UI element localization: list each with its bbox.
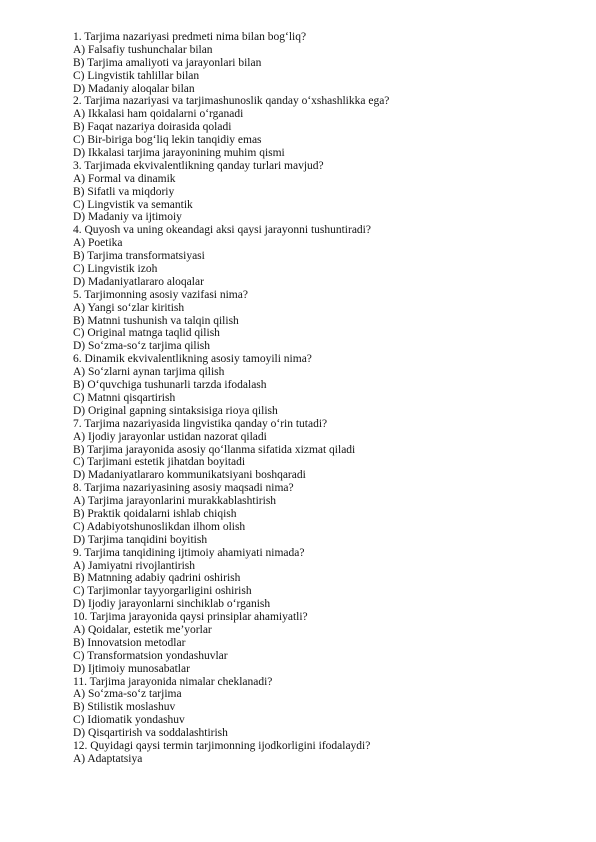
answer-option: B) Sifatli va miqdoriy	[73, 185, 175, 198]
question-block	[73, 353, 553, 417]
answer-option: B) Tarjima amaliyoti va jarayonlari bilan	[73, 56, 262, 69]
answer-option: C) Idiomatik yondashuv	[73, 714, 185, 727]
answer-option: B) O‘quvchiga tushunarli tarzda ifodalash	[73, 379, 267, 392]
question-block	[73, 740, 553, 766]
answer-option: C) Lingvistik izoh	[73, 263, 158, 276]
answer-option: C) Bir-biriga bog‘liq lekin tanqidiy emas	[73, 134, 262, 147]
answer-option: D) Madaniy aloqalar bilan	[73, 82, 195, 95]
answer-option: A) Formal va dinamik	[73, 172, 176, 185]
question-text: 10. Tarjima jarayonida qaysi prinsiplar ahamiyatli?	[73, 611, 308, 624]
answer-option: C) Original matnga taqlid qilish	[73, 327, 220, 340]
answer-option: B) Praktik qoidalarni ishlab chiqish	[73, 507, 237, 520]
answer-option: A) Yangi so‘zlar kiritish	[73, 301, 185, 314]
question-block	[73, 224, 553, 288]
question-text: 2. Tarjima nazariyasi va tarjimashunoslik qanday o‘xshashlikka ega?	[73, 95, 390, 108]
question-text: 12. Quyidagi qaysi termin tarjimonning ijodkorligini ifodalaydi?	[73, 739, 371, 752]
question-text: 3. Tarjimada ekvivalentlikning qanday turlari mavjud?	[73, 159, 324, 172]
question-text: 4. Quyosh va uning okeandagi aksi qaysi jarayonni tushuntiradi?	[73, 224, 371, 237]
answer-option: B) Innovatsion metodlar	[73, 636, 186, 649]
question-text: 7. Tarjima nazariyasida lingvistika qanday o‘rin tutadi?	[73, 417, 328, 430]
answer-option: A) Ikkalasi ham qoidalarni o‘rganadi	[73, 108, 244, 121]
answer-option: D) Madaniyatlararo kommunikatsiyani boshqaradi	[73, 469, 306, 482]
answer-option: C) Lingvistik va semantik	[73, 198, 193, 211]
question-block	[73, 95, 553, 159]
question-text: 1. Tarjima nazariyasi predmeti nima bilan bog‘liq?	[73, 31, 307, 43]
question-block	[73, 31, 553, 95]
answer-option: B) Tarjima transformatsiyasi	[73, 250, 205, 263]
answer-option: A) Adaptatsiya	[73, 752, 143, 765]
question-text: 8. Tarjima nazariyasining asosiy maqsadi nima?	[73, 482, 294, 495]
answer-option: B) Faqat nazariya doirasida qoladi	[73, 121, 232, 134]
answer-option: A) Jamiyatni rivojlantirish	[73, 559, 196, 572]
question-block	[73, 482, 553, 546]
answer-option: D) Tarjima tanqidini boyitish	[73, 533, 208, 546]
answer-option: D) Ikkalasi tarjima jarayonining muhim qismi	[73, 147, 285, 160]
question-block	[73, 418, 553, 482]
question-block	[73, 611, 553, 675]
answer-option: A) Tarjima jarayonlarini murakkablashtirish	[73, 495, 277, 508]
answer-option: A) Falsafiy tushunchalar bilan	[73, 43, 213, 56]
answer-option: D) Madaniyatlararo aloqalar	[73, 275, 204, 288]
answer-option: B) Tarjima jarayonida asosiy qo‘llanma sifatida xizmat qiladi	[73, 443, 356, 456]
answer-option: D) Original gapning sintaksisiga rioya qilish	[73, 404, 278, 417]
answer-option: A) Ijodiy jarayonlar ustidan nazorat qiladi	[73, 430, 267, 443]
answer-option: B) Matnning adabiy qadrini oshirish	[73, 572, 241, 585]
answer-option: C) Tarjimani estetik jihatdan boyitadi	[73, 456, 246, 469]
answer-option: C) Adabiyotshunoslikdan ilhom olish	[73, 520, 246, 533]
answer-option: B) Stilistik moslashuv	[73, 701, 176, 714]
answer-option: C) Matnni qisqartirish	[73, 391, 176, 404]
question-block	[73, 676, 553, 740]
answer-option: D) So‘zma-so‘z tarjima qilish	[73, 340, 211, 353]
answer-option: C) Lingvistik tahlillar bilan	[73, 69, 200, 82]
answer-option: D) Ijtimoiy munosabatlar	[73, 662, 190, 675]
question-block	[73, 547, 553, 611]
question-list	[73, 31, 553, 766]
question-text: 5. Tarjimonning asosiy vazifasi nima?	[73, 288, 248, 301]
question-text: 6. Dinamik ekvivalentlikning asosiy tamoyili nima?	[73, 353, 312, 366]
answer-option: B) Matnni tushunish va talqin qilish	[73, 314, 239, 327]
answer-option: A) So‘zlarni aynan tarjima qilish	[73, 366, 225, 379]
answer-option: D) Ijodiy jarayonlarni sinchiklab o‘rganish	[73, 598, 271, 611]
question-block	[73, 289, 553, 353]
question-text: 11. Tarjima jarayonida nimalar cheklanadi?	[73, 675, 273, 688]
answer-option: A) Poetika	[73, 237, 123, 250]
answer-option: C) Tarjimonlar tayyorgarligini oshirish	[73, 585, 252, 598]
answer-option: A) So‘zma-so‘z tarjima	[73, 688, 182, 701]
question-text: 9. Tarjima tanqidining ijtimoiy ahamiyati nimada?	[73, 546, 305, 559]
answer-option: D) Qisqartirish va soddalashtirish	[73, 727, 228, 740]
answer-option: C) Transformatsion yondashuvlar	[73, 649, 228, 662]
question-block	[73, 160, 553, 224]
answer-option: D) Madaniy va ijtimoiy	[73, 211, 182, 224]
answer-option: A) Qoidalar, estetik me’yorlar	[73, 623, 212, 636]
